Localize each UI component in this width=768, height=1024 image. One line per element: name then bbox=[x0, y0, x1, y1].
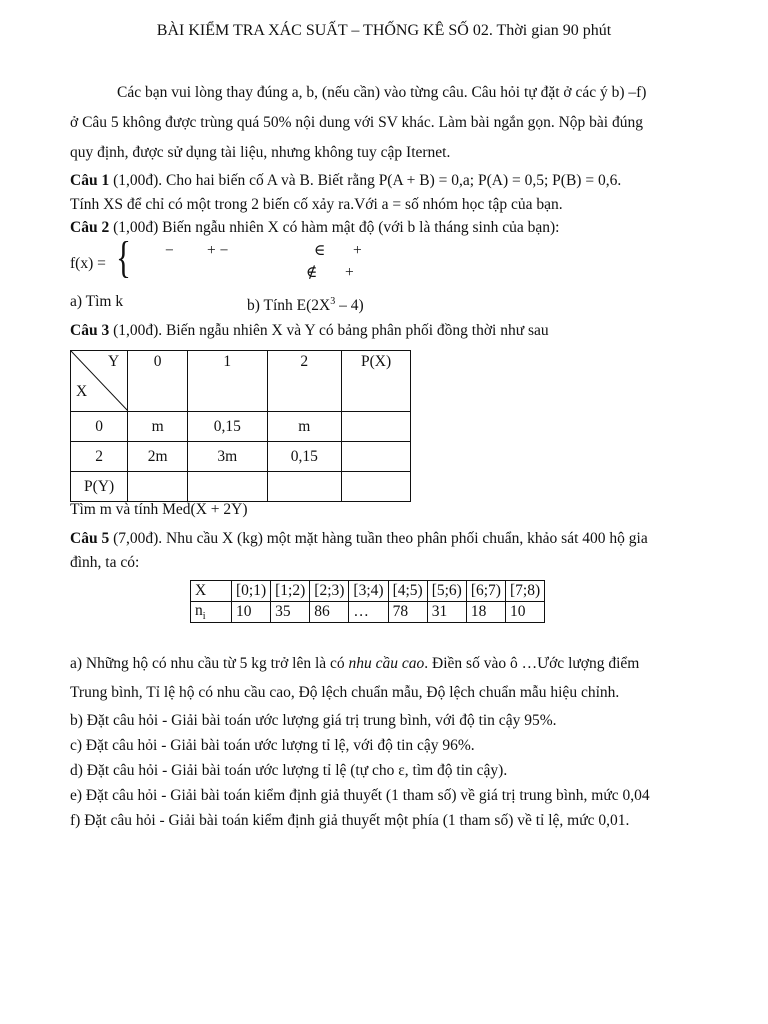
table-cell: 0,15 bbox=[267, 442, 342, 472]
table-row bbox=[71, 472, 411, 502]
interval-cell: [5;6) bbox=[427, 581, 466, 602]
question-2-part-a: a) Tìm k bbox=[70, 293, 124, 310]
question-5 bbox=[70, 529, 648, 549]
question-5-part-a-line-2: Trung bình, Tỉ lệ hộ có nhu cầu cao, Độ lệch chuẩn mẫu, Độ lệch chuẩn mẫu hiệu chỉnh. bbox=[70, 684, 620, 701]
table-cell bbox=[267, 472, 342, 502]
interval-cell: [3;4) bbox=[349, 581, 388, 602]
table-cell: 2m bbox=[128, 442, 188, 472]
question-2 bbox=[70, 218, 559, 238]
frequency-table bbox=[190, 580, 545, 623]
table-cell bbox=[342, 472, 411, 502]
count-cell: 10 bbox=[505, 602, 544, 623]
corner-y-label: Y bbox=[108, 353, 120, 370]
table-cell bbox=[342, 412, 411, 442]
table-cell bbox=[128, 472, 188, 502]
question-3-task: Tìm m và tính Med(X + 2Y) bbox=[70, 501, 248, 518]
part-a-tail: . Điền số vào ô …Ước lượng điểm bbox=[424, 655, 640, 672]
question-5-part-d: d) Đặt câu hỏi - Giải bài toán ước lượng tỉ lệ (tự cho ε, tìm độ tin cậy). bbox=[70, 762, 508, 779]
question-3-text: (1,00đ). Biến ngẫu nhiên X và Y có bảng phân phối đồng thời như sau bbox=[109, 322, 549, 339]
table-cell: m bbox=[128, 412, 188, 442]
question-5-part-c: c) Đặt câu hỏi - Giải bài toán ước lượng tỉ lệ, với độ tin cậy 96%. bbox=[70, 737, 475, 754]
page-title: BÀI KIỂM TRA XÁC SUẤT – THỐNG KÊ SỐ 02. Thời gian 90 phút bbox=[156, 22, 612, 39]
table-cell: 0,15 bbox=[188, 412, 267, 442]
case-1-symbol-4: + bbox=[353, 242, 362, 259]
n-letter: n bbox=[195, 602, 203, 619]
intro-line-3: quy định, được sử dụng tài liệu, nhưng không tuy cập Iternet. bbox=[70, 144, 451, 161]
question-5-text: (7,00đ). Nhu cầu X (kg) một mặt hàng tuần theo phân phối chuẩn, khảo sát 400 hộ gia bbox=[109, 530, 648, 547]
case-2-symbol-2: + bbox=[345, 264, 354, 281]
table-cell bbox=[342, 442, 411, 472]
col-header: 0 bbox=[128, 351, 188, 412]
case-2-symbol-1: ∉ bbox=[306, 264, 318, 281]
row-label-x: X bbox=[191, 581, 232, 602]
table-row bbox=[191, 581, 545, 602]
part-b-tail: – 4) bbox=[335, 297, 364, 315]
question-2-part-b bbox=[247, 292, 364, 316]
intro-line-2: ở Câu 5 không được trùng quá 50% nội dung với SV khác. Làm bài ngắn gọn. Nộp bài đúng bbox=[70, 114, 643, 131]
case-1-symbol-3: ∈ bbox=[314, 242, 326, 259]
question-5-part-e: e) Đặt câu hỏi - Giải bài toán kiểm định giả thuyết (1 tham số) về giá trị trung bình, mức 0,04 bbox=[70, 787, 650, 804]
row-header: P(Y) bbox=[71, 472, 128, 502]
interval-cell: [7;8) bbox=[505, 581, 544, 602]
question-5-part-a bbox=[70, 654, 639, 674]
interval-cell: [2;3) bbox=[310, 581, 349, 602]
part-b-exponent: 3 bbox=[330, 296, 336, 307]
table-row bbox=[71, 442, 411, 472]
question-2-text: (1,00đ) Biến ngẫu nhiên X có hàm mật độ (với b là tháng sinh của bạn): bbox=[109, 219, 560, 236]
corner-diagonal bbox=[71, 351, 128, 411]
question-1 bbox=[70, 171, 621, 191]
interval-cell: [0;1) bbox=[232, 581, 271, 602]
question-1-text: (1,00đ). Cho hai biến cố A và B. Biết rằng P(A + B) = 0,a; P(A) = 0,5; P(B) = 0,6. bbox=[109, 172, 622, 189]
table-cell: m bbox=[267, 412, 342, 442]
interval-cell: [4;5) bbox=[388, 581, 427, 602]
density-function-label: f(x) = bbox=[70, 255, 106, 272]
interval-cell: [1;2) bbox=[271, 581, 310, 602]
corner-x-label: X bbox=[76, 383, 88, 400]
count-cell: 18 bbox=[466, 602, 505, 623]
col-header: 2 bbox=[267, 351, 342, 412]
part-a-text: a) Những hộ có nhu cầu từ 5 kg trở lên là có bbox=[70, 655, 349, 672]
question-3-label: Câu 3 bbox=[70, 322, 110, 339]
question-1-line-2: Tính XS để chỉ có một trong 2 biến cố xảy ra.Với a = số nhóm học tập của bạn. bbox=[70, 196, 563, 213]
question-5-label: Câu 5 bbox=[70, 530, 110, 547]
table-cell bbox=[188, 472, 267, 502]
count-cell: 10 bbox=[232, 602, 271, 623]
part-a-emphasis: nhu cầu cao bbox=[348, 655, 425, 672]
part-b-text: b) Tính E(2X bbox=[247, 297, 331, 315]
col-header: 1 bbox=[188, 351, 267, 412]
count-cell: 35 bbox=[271, 602, 310, 623]
case-1-symbol-1: − bbox=[165, 242, 174, 259]
table-cell: 3m bbox=[188, 442, 267, 472]
question-1-label: Câu 1 bbox=[70, 172, 110, 189]
count-cell: 78 bbox=[388, 602, 427, 623]
table-row bbox=[191, 602, 545, 623]
case-1-symbol-2: + − bbox=[207, 242, 229, 259]
count-cell: 86 bbox=[310, 602, 349, 623]
row-header: 2 bbox=[71, 442, 128, 472]
row-header: 0 bbox=[71, 412, 128, 442]
question-5-line-2: đình, ta có: bbox=[70, 554, 140, 571]
table-row bbox=[71, 412, 411, 442]
joint-distribution-table bbox=[70, 350, 411, 502]
count-cell: … bbox=[349, 602, 388, 623]
question-5-part-b: b) Đặt câu hỏi - Giải bài toán ước lượng giá trị trung bình, với độ tin cậy 95%. bbox=[70, 712, 557, 729]
col-header: P(X) bbox=[342, 351, 411, 412]
interval-cell: [6;7) bbox=[466, 581, 505, 602]
question-2-label: Câu 2 bbox=[70, 219, 110, 236]
count-cell: 31 bbox=[427, 602, 466, 623]
intro-line-1: Các bạn vui lòng thay đúng a, b, (nếu cần) vào từng câu. Câu hỏi tự đặt ở các ý b) –f) bbox=[117, 84, 647, 101]
n-subscript: i bbox=[202, 611, 206, 623]
question-5-part-f: f) Đặt câu hỏi - Giải bài toán kiểm định giả thuyết một phía (1 tham số) về tỉ lệ, mức 0,01. bbox=[70, 812, 630, 829]
question-3 bbox=[70, 321, 549, 341]
table-corner-cell bbox=[71, 351, 128, 412]
piecewise-brace: { bbox=[116, 233, 131, 282]
row-label-n bbox=[191, 602, 232, 623]
